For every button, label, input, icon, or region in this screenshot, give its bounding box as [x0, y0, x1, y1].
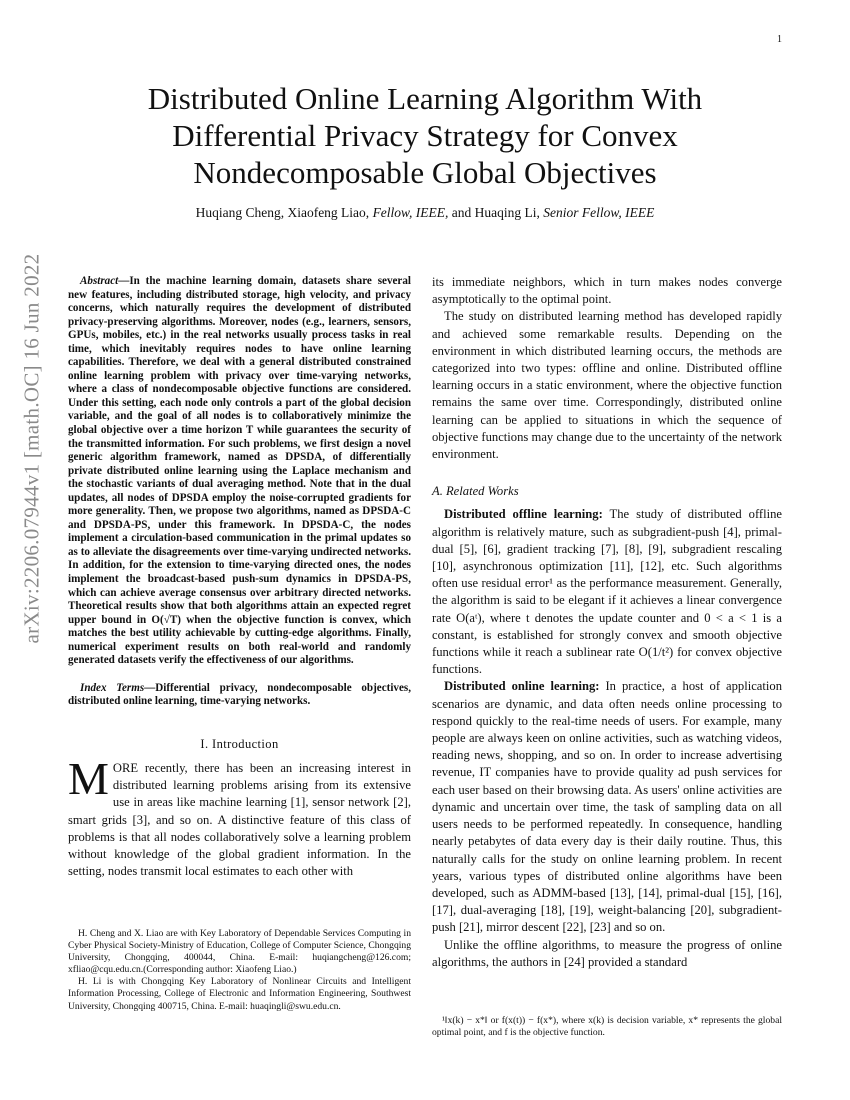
arxiv-stamp-text: arXiv:2206.07944v1 [math.OC] 16 Jun 2022 [19, 253, 44, 643]
right-paragraph-5: Unlike the offline algorithms, to measure the progress of online algorithms, the authors in [24] provided a standard [432, 937, 782, 969]
online-label: Distributed online learning: [444, 679, 600, 694]
paper-title: Distributed Online Learning Algorithm With Differential Privacy Strategy for Convex Nondecomposable Global Objectives [147, 81, 703, 190]
abstract-label: Abstract [80, 275, 119, 287]
offline-label: Distributed offline learning: [444, 507, 603, 522]
right-paragraph-2: The study on distributed learning method has developed rapidly and achieved some remarkable results. Depending on the environment in which distributed learning occurs, the methods are categorized into two types: offline and online. Distributed offline learning occurs in a static environment, where the objective function remains the same over time. Correspondingly, distributed online learning can be applied to situations in which the sequence of objective functions may change due to the uncertainty of the network environment. [432, 309, 782, 462]
subsection-heading: A. Related Works [432, 484, 519, 499]
footnote-affiliation-2: H. Li is with Chongqing Key Laboratory of Nonlinear Circuits and Intelligent Information Processing, College of Electronic and Information Engineering, Southwest University, Chongqing 400715, China. E-mail: huaqingli@swu.edu.cn. [68, 976, 411, 1012]
index-terms-text: —Differential privacy, nondecomposable objectives, distributed online learning, time-varying networks. [68, 681, 411, 708]
intro-text: ORE recently, there has been an increasing interest in distributed learning problems arising from its extensive use in areas like machine learning [1], sensor network [2], smart grids [3], and so on. A distinctive feature of this class of problems is that all nodes collaboratively solve a learning problem without knowledge of the global gradient information. In the setting, nodes transmit local estimates to each other with [68, 760, 411, 879]
index-terms-label: Index Terms [80, 681, 145, 694]
left-column [68, 275, 411, 880]
section-heading: I. Introduction [200, 736, 279, 751]
author-line [95, 205, 755, 221]
author-title-2: Senior Fellow, IEEE [543, 205, 655, 220]
dropcap: M [68, 752, 109, 804]
right-paragraph-4 [432, 678, 782, 936]
residual-error-footnote: ¹‖x(k) − x*‖ or f(x(t)) − f(x*), where x(k) is decision variable, x* represents the global optimal point, and f is the objective function. [432, 1015, 782, 1039]
abstract [68, 275, 411, 668]
author-names-2: and Huaqing Li, [448, 205, 544, 220]
abstract-text: —In the machine learning domain, datasets share several new features, including distributed storage, high velocity, and privacy concerns, which naturally requires the development of distributed privacy-preserving algorithms. Moreover, nodes (e.g., learners, sensors, GPUs, mobiles, etc.) in the real networks usually process tasks in real time, which inevitably requires nodes to have online learning capabilities. Therefore, we deal with a general distributed constrained online learning problem with privacy over time-varying networks, where a class of nondecomposable objective functions are considered. Under this setting, each node only controls a part of the global decision variable, and the goal of all nodes is to collaboratively minimize the global objective over a time horizon T while guarantees the security of the transmitted information. For such problems, we first design a novel generic algorithm framework, named as DPSDA, of differentially private distributed online learning using the Laplace mechanism and the stochastic variants of dual averaging method. Note that in the dual updates, all nodes of DPSDA employ the noise-corrupted gradients for more generality. Then, we propose two algorithms, named as DPSDA-C and DPSDA-PS, under this framework. In DPSDA-C, the nodes implement a circulation-based communication in the primal updates so as to alleviate the disagreements over time-varying undirected networks. In addition, for the extension to time-varying directed ones, the nodes implement the broadcast-based push-sum dynamics in DPSDA-PS, which can achieve average consensus over arbitrary directed networks. Theoretical results show that both algorithms attain an expected regret upper bound in O(√T) when the objective function is convex, which matches the best utility achievable by cutting-edge algorithms. Finally, numerical experiment results on both real-world and randomly generated datasets verify the effectiveness of our algorithms. [68, 275, 411, 667]
right-paragraph-1: its immediate neighbors, which in turn makes nodes converge asymptotically to the optimal point. [432, 275, 782, 307]
footnote-affiliation-1: H. Cheng and X. Liao are with Key Laboratory of Dependable Services Computing in Cyber Physical Society-Ministry of Education, College of Computer Science, Chongqing University, Chongqing, 400044, China. E-mail: huqiangcheng@126.com; xfliao@cqu.edu.cn.(Corresponding author: Xiaofeng Liao.) [68, 928, 411, 976]
right-paragraph-3 [432, 506, 782, 678]
index-terms [68, 682, 411, 709]
arxiv-stamp [14, 248, 50, 648]
author-title-1: Fellow, IEEE, [372, 205, 449, 220]
page-number: 1 [777, 34, 782, 45]
affiliation-footnotes [68, 928, 411, 1013]
author-names-1: Huqiang Cheng, Xiaofeng Liao, [195, 205, 373, 220]
offline-text: The study of distributed offline algorithm is relatively mature, such as subgradient-push [4], primal-dual [5], [6], gradient tracking [7], [8], [9], subgradient rescaling [10], asynchronous optimization [11], [12], etc. Such algorithms often use residual error¹ as the performance measurement. Generally, the algorithm is said to be elegant if it achieves a linear convergence rate O(aᵗ), where t denotes the update counter and 0 < a < 1 is a constant, is established for strongly convex and smooth objective functions while it reach a sublinear rate O(1/t²) for convex objective functions. [432, 507, 782, 677]
intro-paragraph [68, 752, 411, 880]
online-text: In practice, a host of application scenarios are dynamic, and data often needs online processing to respond quickly to the real-time needs of users. For example, many people are always keen on online activities, such as watching videos, reading news, shopping, and so on. In order to increase advertising revenue, IT companies have to provide quality ad push services for each user based on their browsing data. As users' online activities are dynamic and uncertain over time, the task of sampling data on all users needs to be performed repeatedly. In consequence, handling nearly petabytes of data every day is their daily routine. Thus, this naturally calls for the study on online learning problem. In recent years, various types of distributed online algorithms have been developed, such as ADMM-based [13], [14], primal-dual [15], [16], [17], dual-averaging [18], [19], weight-balancing [20], subgradient-push [21], mirror descent [22], [23] and so on. [432, 679, 782, 935]
right-column [432, 274, 782, 971]
